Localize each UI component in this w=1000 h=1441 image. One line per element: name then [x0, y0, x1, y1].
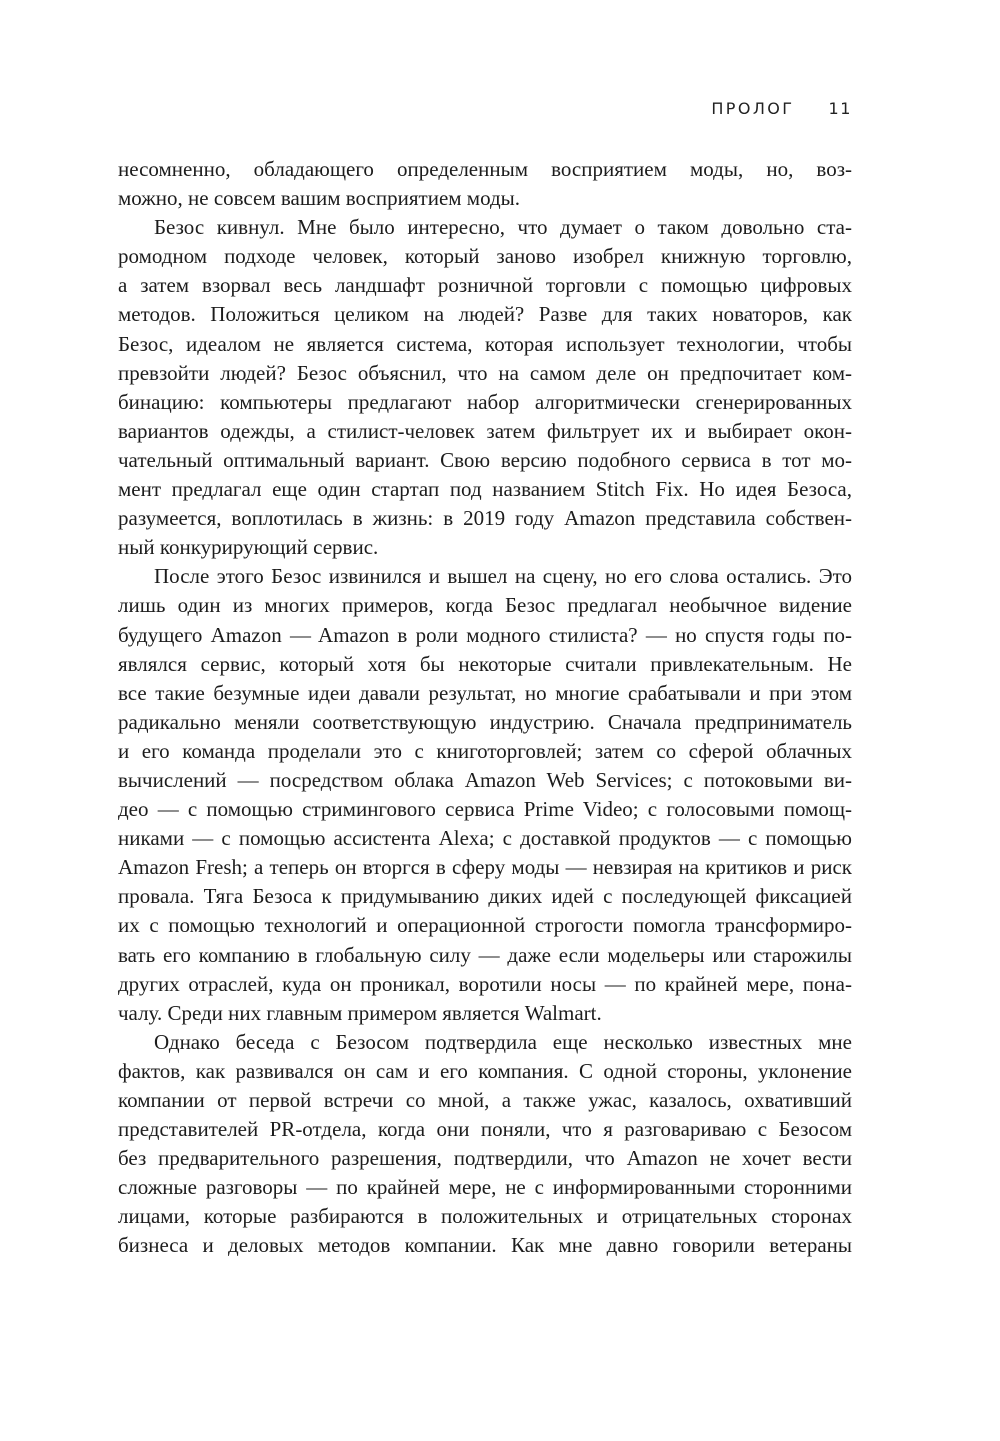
text-line: радикально меняли соответствующую индустрию. Сначала предприниматель [118, 709, 852, 734]
text-line: вариантов одежды, а стилист-человек затем фильтрует их и выбирает окон- [118, 418, 852, 443]
text-line: будущего Amazon — Amazon в роли модного стилиста? — но спустя годы по- [118, 622, 852, 647]
paragraph-2 [118, 213, 852, 562]
text-line: Amazon Fresh; а теперь он вторгся в сферу моды — невзирая на критиков и риск [118, 855, 852, 880]
paragraph-4 [118, 1028, 852, 1261]
text-line: а затем взорвал весь ландшафт розничной торговли с помощью цифровых [118, 273, 852, 298]
text-line: никами — с помощью ассистента Alexa; с доставкой продуктов — с помощью [118, 826, 852, 851]
page-number: 11 [828, 98, 852, 118]
paragraph-1 [118, 155, 852, 213]
text-line: превзойти людей? Безос объяснил, что на самом деле он предпочитает ком- [118, 360, 852, 385]
text-line: можно, не совсем вашим восприятием моды. [118, 186, 521, 211]
text-line: фактов, как развивался он сам и его компания. С одной стороны, уклонение [118, 1058, 852, 1083]
text-line: мент предлагал еще один стартап под названием Stitch Fix. Но идея Безоса, [118, 477, 852, 502]
text-line: ный конкурирующий сервис. [118, 535, 379, 560]
text-line: чательный оптимальный вариант. Свою версию подобного сервиса в тот мо- [118, 447, 852, 472]
section-title: ПРОЛОГ [711, 98, 795, 118]
text-line: провала. Тяга Безоса к придумыванию диких идей с последующей фиксацией [118, 884, 852, 909]
body-text [118, 155, 852, 1261]
text-line: Безос, идеалом не является система, которая использует технологии, чтобы [118, 331, 852, 356]
text-line: методов. Положиться целиком на людей? Разве для таких новаторов, как [118, 302, 852, 327]
text-line: представителей PR-отдела, когда они поняли, что я разговариваю с Безосом [118, 1117, 852, 1142]
text-line: чалу. Среди них главным примером является Walmart. [118, 1000, 602, 1025]
text-line: являлся сервис, который хотя бы некоторые считали привлекательным. Не [118, 651, 852, 676]
paragraph-3 [118, 562, 852, 1028]
text-line: вать его компанию в глобальную силу — даже если модельеры или старожилы [118, 942, 852, 967]
text-line: бинацию: компьютеры предлагают набор алгоритмически сгенерированных [118, 389, 852, 414]
text-line: ромодном подходе человек, который заново изобрел книжную торговлю, [118, 244, 852, 269]
text-line: компании от первой встречи со мной, а также ужас, казалось, охвативший [118, 1088, 852, 1112]
text-line: других отраслей, куда он проникал, воротили носы — по крайней мере, пона- [118, 971, 852, 996]
text-line: без предварительного разрешения, подтвердили, что Amazon не хочет вести [118, 1146, 852, 1171]
text-line: все такие безумные идеи давали результат, но многие срабатывали и при этом [118, 680, 852, 705]
text-line: После этого Безос извинился и вышел на сцену, но его слова остались. Это [154, 564, 852, 589]
text-line: сложные разговоры — по крайней мере, не с информированными сторонними [118, 1175, 852, 1200]
text-line: лишь один из многих примеров, когда Безос предлагал необычное видение [118, 593, 852, 618]
text-line: Однако беседа с Безосом подтвердила еще несколько известных мне [154, 1029, 852, 1054]
text-line: несомненно, обладающего определенным восприятием моды, но, воз- [118, 157, 852, 181]
text-line: бизнеса и деловых методов компании. Как мне давно говорили ветераны [118, 1233, 852, 1258]
text-line: и его команда проделали это с книготорговлей; затем со сферой облачных [118, 738, 852, 763]
running-header [118, 96, 852, 120]
text-line: их с помощью технологий и операционной строгости помогла трансформиро- [118, 913, 852, 938]
text-line: део — с помощью стримингового сервиса Prime Video; с голосовыми помощ- [118, 797, 852, 822]
text-line: разумеется, воплотилась в жизнь: в 2019 году Amazon представила собствен- [118, 506, 852, 531]
text-line: лицами, которые разбираются в положительных и отрицательных сторонах [118, 1204, 852, 1229]
text-line: вычислений — посредством облака Amazon Web Services; с потоковыми ви- [118, 767, 852, 792]
text-line: Безос кивнул. Мне было интересно, что думает о таком довольно ста- [154, 215, 852, 240]
